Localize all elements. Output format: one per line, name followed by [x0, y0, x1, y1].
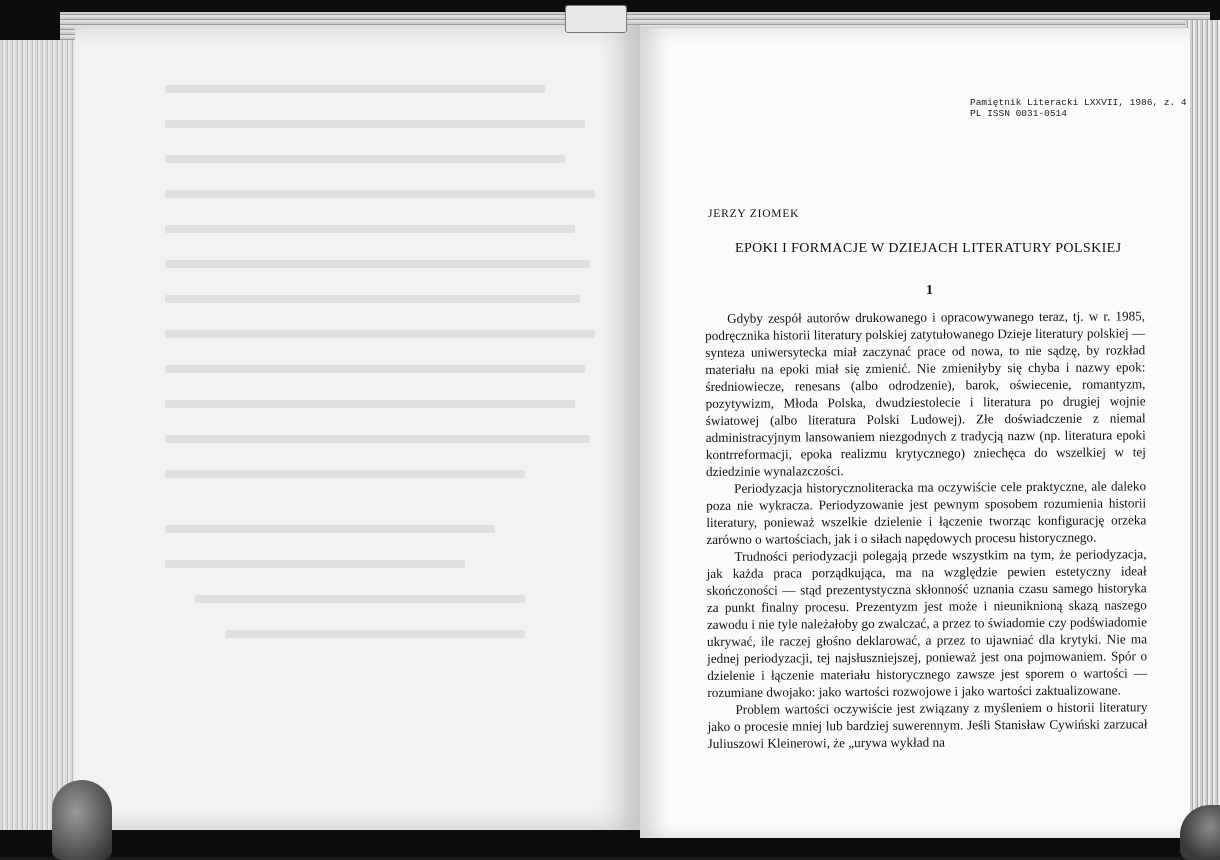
- paragraph-3: Trudności periodyzacji polegają przede wszystkim na tym, że periodyzacja, jak każda praca porządkująca, ma na względzie pewien estetyczny ideał skończoności — stąd prezentystyczna skłonność uznania czasu samego historyka za punkt finalny procesu. Prezentyzm jest może i nieuniknioną skazą naszego zawodu i nie tyle należałoby go zwalczać, a przez to świadomie czy podświadomie ukrywać, ile raczej głośno deklarować, a przez to ujawniać dla krytyki. Nie ma jednej periodyzacji, tej najsłuszniejszej, ponieważ jest ona pojmowaniem. Spór o dzielenie i łączenie materiału historycznego zawsze jest sporem o wartości — rozumiane dwojako: jako wartości rozwojowe i jako wartości zaktualizowane.: [706, 546, 1148, 700]
- page-stack-right-edge: [1185, 20, 1220, 830]
- bleedthrough-line: [165, 295, 580, 303]
- journal-reference: [970, 97, 1187, 119]
- bleedthrough-line: [165, 190, 595, 198]
- bleedthrough-line: [165, 155, 565, 163]
- bleedthrough-line: [165, 365, 585, 373]
- bleedthrough-line: [165, 120, 585, 128]
- bleedthrough-line: [195, 595, 525, 603]
- bleedthrough-line: [165, 260, 590, 268]
- left-page-bleedthrough: [75, 25, 640, 830]
- article-title: EPOKI I FORMACJE W DZIEJACH LITERATURY POLSKIEJ: [735, 241, 1122, 256]
- bleedthrough-line: [165, 225, 575, 233]
- bleedthrough-line: [165, 85, 545, 93]
- bleedthrough-line: [225, 630, 525, 638]
- journal-ref-line-2: PL ISSN 0031-0514: [970, 108, 1067, 119]
- left-thumb: [52, 780, 112, 860]
- bleedthrough-line: [165, 525, 495, 533]
- bleedthrough-line: [165, 560, 465, 568]
- bleedthrough-line: [165, 330, 595, 338]
- paragraph-2: Periodyzacja historycznoliteracka ma oczywiście cele praktyczne, ale daleko poza nie wykracza. Periodyzowanie jest pewnym sposobem rozumienia historii literatury, ponieważ wszelkie dzielenie i łączenie tworząc konfigurację orzeka zarówno o wartościach, jak i o siłach napędowych procesu historycznego.: [706, 478, 1147, 547]
- paragraph-4: Problem wartości oczywiście jest związany z myśleniem o historii literatury jako o procesie mniej lub bardziej suwerennym. Jeśli Stanisław Cywiński zarzucał Juliuszowi Kleinerowi, że „urywa wykład na: [707, 699, 1148, 751]
- book-spine-tab: [565, 5, 627, 33]
- bleedthrough-line: [165, 400, 575, 408]
- article-body: [705, 307, 1148, 752]
- article-author: JERZY ZIOMEK: [708, 208, 800, 220]
- paragraph-1: Gdyby zespół autorów drukowanego i opracowywanego teraz, tj. w r. 1985, podręcznika historii literatury polskiej zatytułowanego Dzieje literatury polskiej — synteza uniwersytecka miał zaczynać prace od nowa, to nie sądzę, by rozkład materiału na epoki miał się zmienić. Nie zmieniłyby się chyba i nazwy epok: średniowiecze, renesans (albo odrodzenie), barok, oświecenie, romantyzm, pozytywizm, Młoda Polska, dwudziestolecie i literatura po drugiej wojnie światowej (albo literatura Polski Ludowej). Złe doświadczenie z niemal administracyjnym lansowaniem niezgodnych z tradycją nazw (np. literatura epoki kontrreformacji, epoka realizmu krytycznego) zniechęca do wszelkiej w tej dziedzinie wynalazczości.: [705, 308, 1146, 479]
- bleedthrough-line: [165, 470, 525, 478]
- journal-ref-line-1: Pamiętnik Literacki LXXVII, 1986, z. 4: [970, 97, 1187, 108]
- section-number: 1: [926, 283, 933, 298]
- bleedthrough-line: [165, 435, 590, 443]
